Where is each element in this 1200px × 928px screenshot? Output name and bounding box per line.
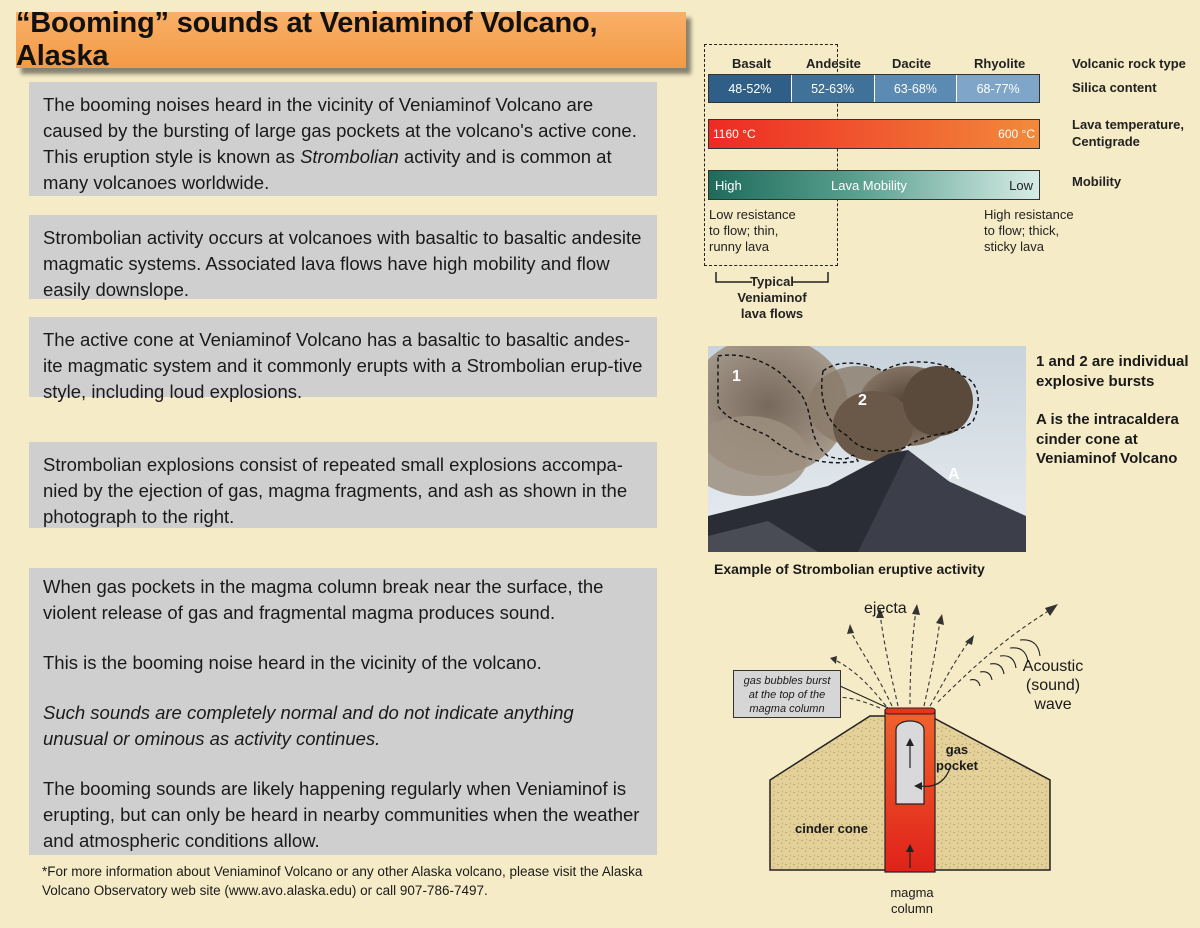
rock-type-rhyolite: Rhyolite	[974, 56, 1026, 71]
temperature-bar	[708, 119, 1040, 149]
mobility-low: Low	[1009, 178, 1033, 193]
typical-veniaminof-label: Typical Veniaminof lava flows	[737, 274, 807, 321]
label-silica-content: Silica content	[1072, 80, 1157, 95]
mobility-high: High	[715, 178, 742, 193]
panel-5-paragraph-1: When gas pockets in the magma column break near the surface, the violent release of gas and fragmental magma produces sound.	[43, 576, 604, 623]
label-centigrade: Centigrade	[1072, 134, 1140, 149]
cone-label-a: A	[948, 466, 960, 483]
temperature-low: 600 °C	[998, 127, 1035, 141]
page-title: “Booming” sounds at Veniaminof Volcano, Alaska	[16, 12, 686, 68]
silica-cell-dacite: 63-68%	[875, 75, 958, 102]
burst-label-1: 1	[732, 368, 741, 385]
mobility-bar	[708, 170, 1040, 200]
text-panel-5	[29, 568, 657, 855]
rock-type-dacite: Dacite	[892, 56, 932, 71]
cinder-cone-label: cinder cone	[795, 821, 868, 836]
gas-bubbles-callout: gas bubbles burst at the top of the magma column	[733, 670, 841, 718]
magma-column-label: magma column	[890, 885, 934, 916]
rock-type-basalt: Basalt	[732, 56, 772, 71]
photo-note: 1 and 2 are individual explosive bursts A is the intracaldera cinder cone at Veniaminof Volcano	[1036, 353, 1189, 467]
label-volcanic-rock-type: Volcanic rock type	[1072, 56, 1186, 71]
silica-cell-rhyolite: 68-77%	[957, 75, 1039, 102]
panel-2-paragraph: Strombolian activity occurs at volcanoes with basaltic to basaltic andesite magmatic systems. Associated lava flows have high mobility and flow easily downslope.	[43, 227, 642, 300]
panel-3-paragraph: The active cone at Veniaminof Volcano has a basaltic to basaltic andes-ite magmatic system and it commonly erupts with a Strombolian erup-tive style, including loud explosions.	[43, 329, 643, 402]
ejecta-label: ejecta	[864, 600, 907, 617]
silica-cell-andesite: 52-63%	[792, 75, 875, 102]
temperature-high: 1160 °C	[713, 127, 756, 141]
text-panel-4	[29, 442, 657, 528]
acoustic-wave-label: Acoustic (sound) wave	[1022, 658, 1084, 713]
silica-cell-basalt: 48-52%	[709, 75, 792, 102]
panel-1-paragraph: The booming noises heard in the vicinity of Veniaminof Volcano are caused by the bursting of large gas pockets at the volcano's active cone. This eruption style is known as Strombolian activity and is common at many volcanoes worldwide.	[43, 94, 637, 193]
panel-5-paragraph-3: Such sounds are completely normal and do not indicate anything unusual or ominous as activity continues.	[43, 702, 574, 749]
photo-caption: Example of Strombolian eruptive activity	[714, 561, 985, 577]
panel-5-paragraph-2: This is the booming noise heard in the vicinity of the volcano.	[43, 652, 542, 673]
mobility-title: Lava Mobility	[831, 178, 907, 193]
panel-4-paragraph: Strombolian explosions consist of repeated small explosions accompa-nied by the ejection of gas, magma fragments, and ash as shown in the photograph to the right.	[43, 454, 628, 527]
eruption-photo	[708, 346, 1026, 552]
eruption-photo-illustration	[708, 346, 1026, 552]
label-mobility: Mobility	[1072, 174, 1122, 189]
text-panel-1	[29, 82, 657, 196]
silica-bar	[708, 74, 1040, 103]
burst-label-2: 2	[858, 392, 867, 409]
rock-type-andesite: Andesite	[806, 56, 861, 71]
gas-pocket-label: gas pocket	[936, 742, 978, 773]
text-panel-2	[29, 215, 657, 299]
panel-5-paragraph-4: The booming sounds are likely happening regularly when Veniaminof is erupting, but can only be heard in nearby communities when the weather and atmospheric conditions allow.	[43, 778, 640, 851]
footnote: *For more information about Veniaminof Volcano or any other Alaska volcano, please visit the Alaska Volcano Observatory web site (www.avo.alaska.edu) or call 907-786-7497.	[42, 864, 643, 898]
low-resistance-note: Low resistance to flow; thin, runny lava	[709, 207, 796, 254]
label-lava-temperature: Lava temperature,	[1072, 117, 1184, 132]
text-panel-3	[29, 317, 657, 402]
high-resistance-note: High resistance to flow; thick, sticky lava	[984, 207, 1074, 254]
